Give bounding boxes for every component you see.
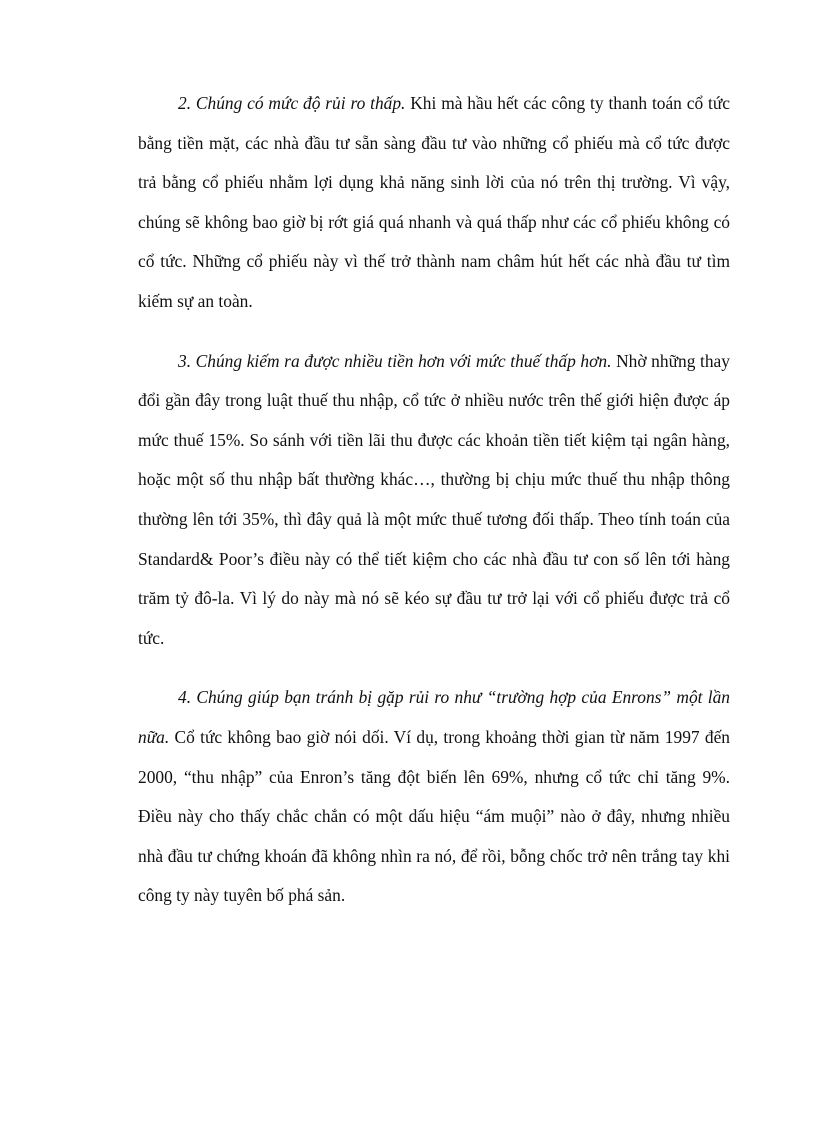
paragraph-lower-tax bbox=[138, 342, 730, 659]
paragraph-low-risk bbox=[138, 84, 730, 322]
paragraph-body: Khi mà hầu hết các công ty thanh toán cổ tức bằng tiền mặt, các nhà đầu tư sẵn sàng đầu tư vào những cổ phiếu mà cổ tức được trả bằng cổ phiếu nhằm lợi dụng khả năng sinh lời của nó trên thị trường. Vì vậy, chúng sẽ không bao giờ bị rớt giá quá nhanh và quá thấp như các cổ phiếu không có cổ tức. Những cổ phiếu này vì thế trở thành nam châm hút hết các nhà đầu tư tìm kiếm sự an toàn. bbox=[138, 93, 730, 311]
document-page bbox=[138, 84, 730, 916]
paragraph-lead: 4. Chúng giúp bạn tránh bị gặp rủi ro như “trường hợp của Enrons” một lần nữa. bbox=[138, 687, 730, 747]
paragraph-body: Nhờ những thay đổi gần đây trong luật thuế thu nhập, cổ tức ở nhiều nước trên thế giới hiện được áp mức thuế 15%. So sánh với tiền lãi thu được các khoản tiền tiết kiệm tại ngân hàng, hoặc một số thu nhập bất thường khác…, thường bị chịu mức thuế thu nhập thông thường lên tới 35%, thì đây quả là một mức thuế tương đối thấp. Theo tính toán của Standard& Poor’s điều này có thể tiết kiệm cho các nhà đầu tư con số lên tới hàng trăm tỷ đô-la. Vì lý do này mà nó sẽ kéo sự đầu tư trở lại với cổ phiếu được trả cổ tức. bbox=[138, 350, 730, 648]
paragraph-body: Cổ tức không bao giờ nói dối. Ví dụ, trong khoảng thời gian từ năm 1997 đến 2000, “thu nhập” của Enron’s tăng đột biến lên 69%, nhưng cổ tức chỉ tăng 9%. Điều này cho thấy chắc chắn có một dấu hiệu “ám muội” nào ở đây, nhưng nhiều nhà đầu tư chứng khoán đã không nhìn ra nó, để rồi, bỗng chốc trở nên trắng tay khi công ty này tuyên bố phá sản. bbox=[138, 726, 730, 906]
paragraph-enron-risk bbox=[138, 678, 730, 916]
paragraph-lead: 3. Chúng kiếm ra được nhiều tiền hơn với mức thuế thấp hơn. bbox=[178, 350, 612, 371]
paragraph-lead: 2. Chúng có mức độ rủi ro thấp. bbox=[178, 93, 406, 113]
